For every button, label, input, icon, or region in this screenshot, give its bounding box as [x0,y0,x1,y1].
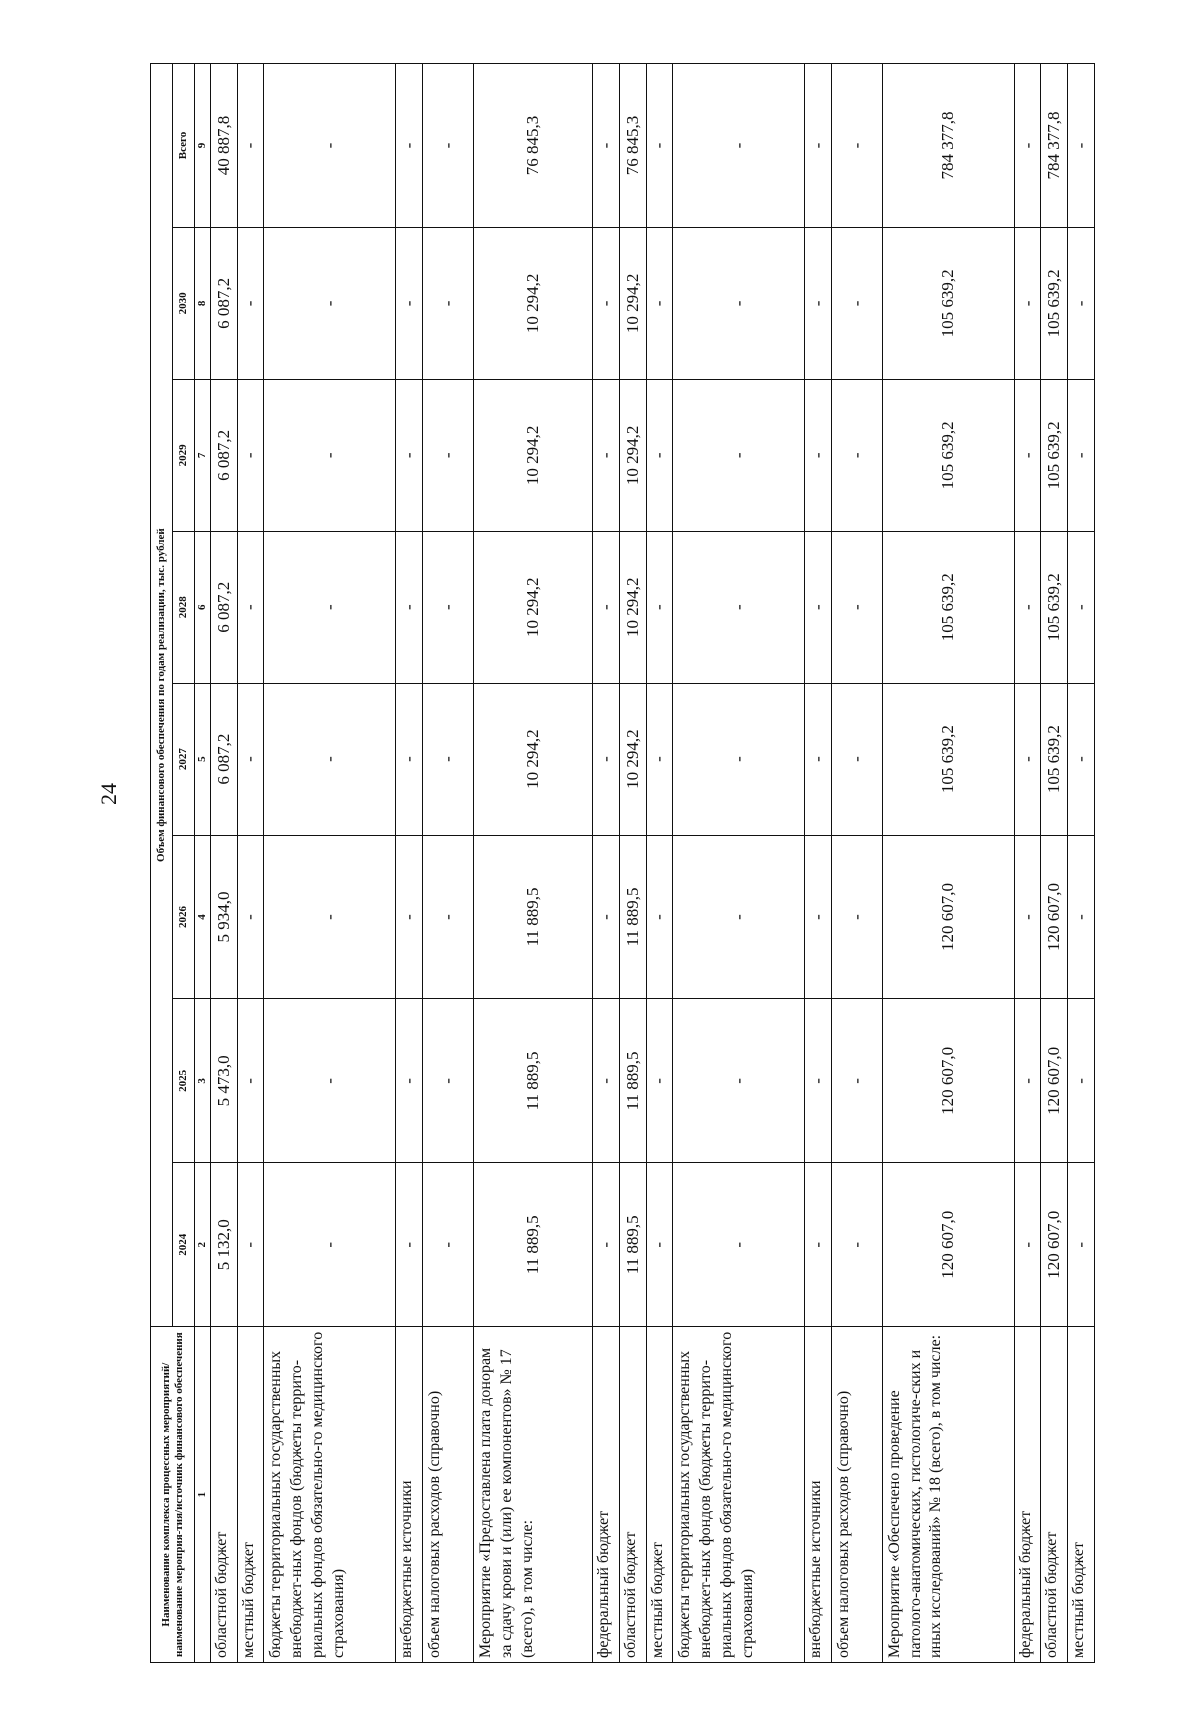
cell-value: - [1068,835,1095,999]
cell-value: - [396,379,423,531]
cell-value: - [805,379,832,531]
header-total: Всего [173,64,195,228]
header-year: 2027 [173,683,195,835]
table-row [422,64,473,1663]
table-row [1068,64,1095,1663]
header-name-col: Наименование комплекса процессных мероприятий/наименование мероприя-тия/источник финансового обеспечения [151,1327,195,1663]
cell-value: 10 294,2 [619,531,646,683]
header-year: 2025 [173,999,195,1163]
cell-value: 11 889,5 [619,835,646,999]
cell-value: - [1068,379,1095,531]
cell-value: - [673,531,805,683]
header-row-group [151,64,173,1663]
row-label: Мероприятие «Предоставлена плата донорам за сдачу крови и (или) ее компонентов» № 17 (всего), в том числе: [474,1327,593,1663]
table-row [831,64,882,1663]
cell-value: 76 845,3 [619,64,646,228]
cell-value: - [422,999,473,1163]
cell-value: - [264,64,396,228]
cell-value: - [646,1163,673,1327]
cell-value: 11 889,5 [619,1163,646,1327]
cell-value: - [831,227,882,379]
cell-value: 10 294,2 [474,379,593,531]
cell-value: - [1068,227,1095,379]
row-label: объем налоговых расходов (справочно) [422,1327,473,1663]
cell-value: - [831,531,882,683]
page-number: 24 [96,783,121,805]
cell-value: 11 889,5 [619,999,646,1163]
header-year: 2030 [173,227,195,379]
cell-value: - [805,1163,832,1327]
col-number: 6 [195,531,211,683]
cell-value: - [1014,683,1041,835]
cell-value: 6 087,2 [211,227,238,379]
cell-value: - [396,683,423,835]
table-row [474,64,593,1663]
col-number: 5 [195,683,211,835]
cell-value: - [1068,683,1095,835]
cell-value: 10 294,2 [619,227,646,379]
cell-value: - [237,683,264,835]
table-row [673,64,805,1663]
header-year: 2024 [173,1163,195,1327]
cell-value: - [593,227,620,379]
cell-value: - [673,999,805,1163]
cell-value: - [237,835,264,999]
cell-value: - [646,683,673,835]
table-row [882,64,1014,1663]
cell-value: - [593,379,620,531]
cell-value: - [805,999,832,1163]
cell-value: - [831,1163,882,1327]
cell-value: - [237,227,264,379]
cell-value: 105 639,2 [882,531,1014,683]
cell-value: - [422,835,473,999]
table-row [619,64,646,1663]
table-row [211,64,238,1663]
table-row [805,64,832,1663]
col-number: 3 [195,999,211,1163]
row-label: областной бюджет [211,1327,238,1663]
cell-value: - [396,1163,423,1327]
cell-value: - [1014,1163,1041,1327]
table-row [1014,64,1041,1663]
cell-value: - [646,835,673,999]
col-number: 2 [195,1163,211,1327]
cell-value: - [264,999,396,1163]
cell-value: 10 294,2 [619,683,646,835]
cell-value: - [831,379,882,531]
cell-value: - [1014,227,1041,379]
cell-value: 120 607,0 [882,999,1014,1163]
cell-value: - [673,1163,805,1327]
row-label: внебюджетные источники [805,1327,832,1663]
cell-value: - [237,379,264,531]
row-label: внебюджетные источники [396,1327,423,1663]
cell-value: - [264,531,396,683]
col-number: 1 [195,1327,211,1663]
cell-value: - [264,227,396,379]
cell-value: - [593,835,620,999]
cell-value: - [422,683,473,835]
cell-value: - [805,227,832,379]
cell-value: 105 639,2 [1041,379,1068,531]
cell-value: - [673,683,805,835]
cell-value: 40 887,8 [211,64,238,228]
cell-value: - [237,1163,264,1327]
cell-value: 105 639,2 [882,379,1014,531]
row-label: областной бюджет [619,1327,646,1663]
cell-value: - [422,531,473,683]
cell-value: 5 132,0 [211,1163,238,1327]
cell-value: - [396,835,423,999]
cell-value: - [1068,1163,1095,1327]
cell-value: 11 889,5 [474,1163,593,1327]
cell-value: - [831,683,882,835]
table-row [264,64,396,1663]
header-year: 2028 [173,531,195,683]
row-label: федеральный бюджет [1014,1327,1041,1663]
cell-value: - [1068,999,1095,1163]
cell-value: - [593,683,620,835]
table-container [150,63,1095,1663]
cell-value: - [805,835,832,999]
cell-value: - [264,379,396,531]
cell-value: 5 473,0 [211,999,238,1163]
cell-value: - [673,64,805,228]
cell-value: - [831,835,882,999]
cell-value: - [805,683,832,835]
cell-value: 10 294,2 [474,227,593,379]
cell-value: 76 845,3 [474,64,593,228]
cell-value: - [422,227,473,379]
cell-value: 105 639,2 [882,227,1014,379]
cell-value: - [1014,999,1041,1163]
cell-value: - [646,999,673,1163]
cell-value: 105 639,2 [1041,683,1068,835]
cell-value: - [237,64,264,228]
row-label: федеральный бюджет [593,1327,620,1663]
header-year: 2029 [173,379,195,531]
cell-value: - [422,64,473,228]
table-row [1041,64,1068,1663]
cell-value: 5 934,0 [211,835,238,999]
cell-value: 6 087,2 [211,683,238,835]
cell-value: - [1068,531,1095,683]
cell-value: 120 607,0 [882,835,1014,999]
header-row-colnums [195,64,211,1663]
cell-value: 105 639,2 [1041,531,1068,683]
cell-value: - [593,999,620,1163]
cell-value: 10 294,2 [474,683,593,835]
cell-value: 10 294,2 [474,531,593,683]
cell-value: 120 607,0 [1041,999,1068,1163]
cell-value: 784 377,8 [1041,64,1068,228]
cell-value: - [673,227,805,379]
cell-value: - [646,227,673,379]
cell-value: - [1014,64,1041,228]
cell-value: - [422,379,473,531]
cell-value: - [646,379,673,531]
col-number: 4 [195,835,211,999]
cell-value: - [396,227,423,379]
cell-value: - [396,64,423,228]
table-row [646,64,673,1663]
col-number: 7 [195,379,211,531]
cell-value: - [1068,64,1095,228]
col-number: 9 [195,64,211,228]
cell-value: - [593,64,620,228]
cell-value: - [264,835,396,999]
row-label: местный бюджет [1068,1327,1095,1663]
row-label: бюджеты территориальных государственных внебюджет-ных фондов (бюджеты террито-риальных фондов обязательно-го медицинского страхования) [673,1327,805,1663]
cell-value: 105 639,2 [1041,227,1068,379]
cell-value: 120 607,0 [1041,1163,1068,1327]
cell-value: 120 607,0 [882,1163,1014,1327]
header-year: 2026 [173,835,195,999]
table-row [396,64,423,1663]
cell-value: - [264,1163,396,1327]
cell-value: 105 639,2 [882,683,1014,835]
row-label: местный бюджет [237,1327,264,1663]
cell-value: - [673,379,805,531]
row-label: местный бюджет [646,1327,673,1663]
cell-value: - [593,1163,620,1327]
cell-value: - [805,531,832,683]
cell-value: 10 294,2 [619,379,646,531]
row-label: Мероприятие «Обеспечено проведение патолого-анатомических, гистологиче-ских и иных исследований» № 18 (всего), в том числе: [882,1327,1014,1663]
cell-value: 11 889,5 [474,835,593,999]
cell-value: - [831,999,882,1163]
row-label: бюджеты территориальных государственных внебюджет-ных фондов (бюджеты террито-риальных фондов обязательно-го медицинского страхования) [264,1327,396,1663]
cell-value: 11 889,5 [474,999,593,1163]
cell-value: 784 377,8 [882,64,1014,228]
cell-value: 6 087,2 [211,531,238,683]
cell-value: 6 087,2 [211,379,238,531]
cell-value: - [237,999,264,1163]
cell-value: - [593,531,620,683]
cell-value: - [1014,835,1041,999]
cell-value: - [805,64,832,228]
cell-value: - [646,531,673,683]
header-group: Объем финансового обеспечения по годам реализации, тыс. рублей [151,64,173,1327]
cell-value: - [673,835,805,999]
cell-value: - [396,531,423,683]
row-label: объем налоговых расходов (справочно) [831,1327,882,1663]
financing-table [150,63,1095,1663]
row-label: областной бюджет [1041,1327,1068,1663]
cell-value: - [1014,531,1041,683]
cell-value: - [237,531,264,683]
cell-value: - [396,999,423,1163]
cell-value: - [646,64,673,228]
col-number: 8 [195,227,211,379]
cell-value: - [264,683,396,835]
cell-value: - [422,1163,473,1327]
table-row [237,64,264,1663]
cell-value: 120 607,0 [1041,835,1068,999]
table-row [593,64,620,1663]
cell-value: - [1014,379,1041,531]
cell-value: - [831,64,882,228]
